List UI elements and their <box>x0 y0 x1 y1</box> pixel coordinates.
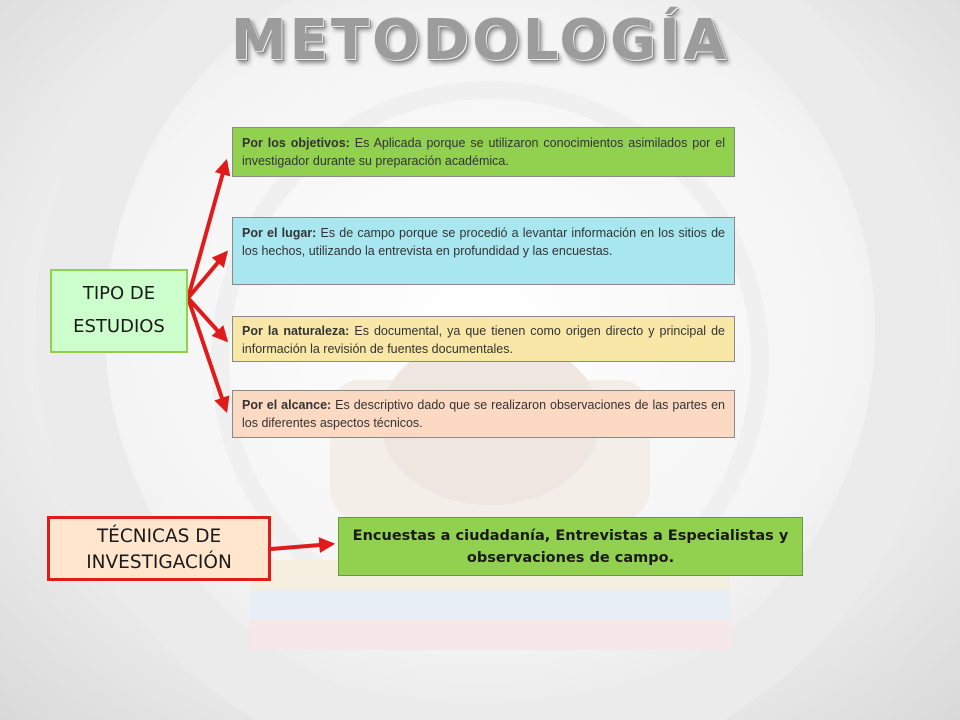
lugar-box <box>232 217 735 285</box>
naturaleza-text: Es documental, ya que tienen como origen directo y principal de información la revisión de fuentes documentales. <box>242 324 726 356</box>
tipo-line1: TIPO DE <box>82 283 156 304</box>
objetivos-box <box>232 127 735 177</box>
tipo-de-estudios-box <box>50 269 188 353</box>
naturaleza-box <box>232 316 735 362</box>
objetivos-text: Es Aplicada porque se utilizaron conocimientos asimilados por el investigador durante su preparación académica. <box>242 136 725 168</box>
naturaleza-label: Por la naturaleza: <box>242 324 350 338</box>
lugar-label: Por el lugar: <box>242 226 317 240</box>
alcance-text: Es descriptivo dado que se realizaron observaciones de las partes en los diferentes aspectos técnicos. <box>242 398 725 430</box>
tecnicas-line2: INVESTIGACIÓN <box>86 552 232 573</box>
page-title: METODOLOGÍA <box>230 8 730 73</box>
tecnicas-result-text: Encuestas a ciudadanía, Entrevistas a Especialistas y observaciones de campo. <box>352 528 789 566</box>
tecnicas-box <box>47 516 271 581</box>
arrow-tecnicas <box>271 544 332 549</box>
alcance-box <box>232 390 735 438</box>
lugar-text: Es de campo porque se procedió a levantar información en los sitios de los hechos, utilizando la entrevista en profundidad y las encuestas. <box>242 226 726 258</box>
arrow-alcance <box>188 298 226 410</box>
tipo-line2: ESTUDIOS <box>73 316 165 337</box>
tecnicas-line1: TÉCNICAS DE <box>96 526 222 547</box>
objetivos-label: Por los objetivos: <box>242 136 350 150</box>
alcance-label: Por el alcance: <box>242 398 332 412</box>
tecnicas-result-box <box>338 517 803 576</box>
